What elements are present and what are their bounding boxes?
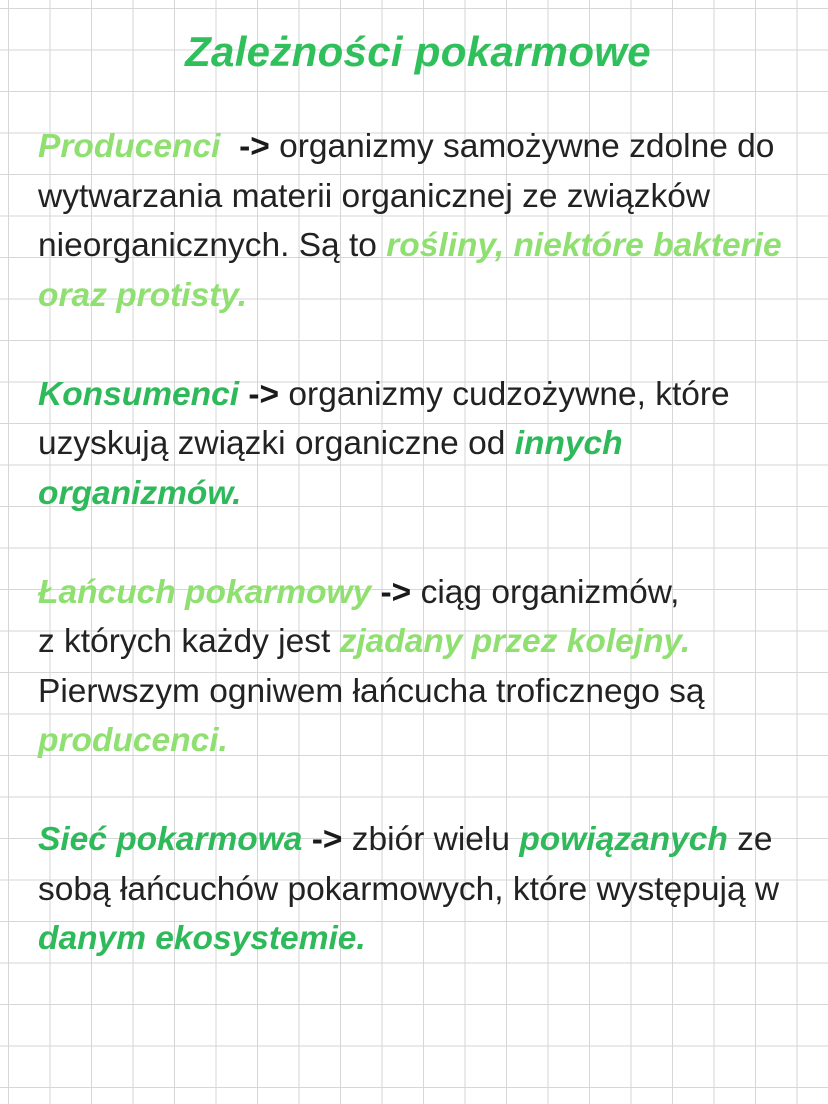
highlight-text: zjadany przez kolejny.: [339, 623, 691, 660]
arrow-symbol: ->: [239, 128, 270, 165]
definition-text: zbiór wielu: [351, 821, 511, 858]
definition-text: ze sobą łańcuchów pokarmowych, które występują w: [38, 821, 780, 908]
arrow-symbol: ->: [248, 375, 280, 413]
highlight-text: producenci.: [38, 722, 228, 759]
definition-text: organizmy cudzożywne, które uzyskują związki organiczne od: [38, 375, 730, 462]
page-title: Zależności pokarmowe: [185, 28, 651, 75]
definition-text: z których każdy jest: [38, 623, 331, 660]
term-food-chain: Łańcuch pokarmowy: [38, 573, 372, 611]
paragraph-consumers: [38, 370, 798, 519]
paragraph-food-web: [38, 815, 798, 964]
term-consumers: Konsumenci: [38, 375, 240, 413]
highlight-text: powiązanych: [519, 821, 728, 858]
highlight-text: danym ekosystemie.: [38, 920, 366, 957]
highlight-text: innych organizmów.: [38, 425, 623, 512]
definition-text: organizmy samożywne zdolne do wytwarzania materii organicznej ze związków nieorganicznych. Są to: [38, 128, 775, 264]
highlight-text: rośliny, niektóre bakterie oraz protisty.: [38, 227, 782, 314]
paragraph-food-chain: [38, 568, 798, 766]
definition-text: ciąg organizmów,: [420, 573, 680, 611]
arrow-symbol: ->: [380, 573, 412, 611]
definition-text: Pierwszym ogniwem łańcucha troficznego są: [38, 672, 705, 710]
arrow-symbol: ->: [311, 821, 343, 858]
note-page: [38, 22, 798, 1013]
term-food-web: Sieć pokarmowa: [38, 821, 303, 858]
paragraph-producers: [38, 122, 798, 320]
term-producers: Producenci: [38, 128, 221, 165]
